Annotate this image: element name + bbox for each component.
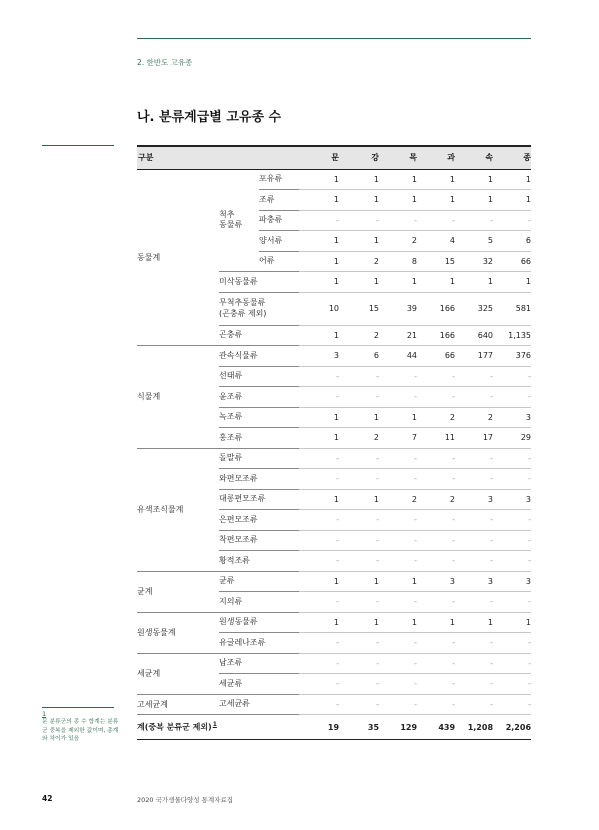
value-cell: - — [339, 387, 379, 408]
value-cell: 1 — [339, 190, 379, 211]
taxon-cell: 녹조류 — [219, 407, 299, 428]
taxon-cell: 어류 — [259, 251, 299, 272]
value-cell: 66 — [417, 346, 455, 367]
value-cell: 10 — [299, 292, 339, 325]
value-cell: 325 — [455, 292, 493, 325]
value-cell: 2 — [379, 231, 417, 252]
value-cell: 166 — [417, 292, 455, 325]
value-cell: - — [379, 387, 417, 408]
value-cell: 8 — [379, 251, 417, 272]
value-cell: - — [339, 694, 379, 715]
taxon-cell: 균류 — [219, 571, 299, 592]
value-cell: - — [417, 674, 455, 695]
taxon-cell: 양서류 — [259, 231, 299, 252]
value-cell: - — [455, 448, 493, 469]
col-header-order: 목 — [379, 146, 417, 169]
kingdom-cell: 원생동물계 — [137, 612, 219, 653]
value-cell: - — [455, 469, 493, 490]
value-cell: - — [493, 448, 531, 469]
table-row — [137, 169, 531, 190]
taxon-cell: 착편모조류 — [219, 530, 299, 551]
value-cell: - — [339, 633, 379, 654]
taxon-cell: 미삭동물류 — [219, 272, 299, 293]
value-cell: - — [339, 448, 379, 469]
kingdom-cell: 세균계 — [137, 653, 219, 694]
footnote-text: 문 분류군의 종 수 합계는 분류군 중복을 제외한 값이며, 총계와 차이가 있음 — [42, 719, 119, 743]
value-cell: 4 — [417, 231, 455, 252]
value-cell: 3 — [455, 489, 493, 510]
value-cell: - — [339, 530, 379, 551]
taxon-cell: 대롱편모조류 — [219, 489, 299, 510]
value-cell: - — [417, 633, 455, 654]
value-cell: - — [455, 366, 493, 387]
value-cell: 1 — [379, 571, 417, 592]
value-cell: 1 — [493, 169, 531, 190]
value-cell: - — [379, 210, 417, 231]
taxon-cell: 세균류 — [219, 674, 299, 695]
value-cell: 1,208 — [455, 715, 493, 740]
value-cell: 1 — [299, 428, 339, 449]
table-row — [137, 612, 531, 633]
value-cell: 66 — [493, 251, 531, 272]
value-cell: 1 — [339, 612, 379, 633]
value-cell: 2,206 — [493, 715, 531, 740]
value-cell: 1 — [379, 190, 417, 211]
taxon-cell: 파충류 — [259, 210, 299, 231]
value-cell: 32 — [455, 251, 493, 272]
value-cell: - — [417, 366, 455, 387]
value-cell: 5 — [455, 231, 493, 252]
page-title: 나. 분류계급별 고유종 수 — [137, 110, 282, 125]
section-label: 2. 한반도 고유종 — [137, 58, 193, 67]
value-cell: 1 — [493, 272, 531, 293]
value-cell: - — [299, 210, 339, 231]
value-cell: - — [379, 551, 417, 572]
value-cell: 3 — [299, 346, 339, 367]
value-cell: 1 — [339, 571, 379, 592]
value-cell: - — [455, 633, 493, 654]
kingdom-cell: 고세균계 — [137, 694, 219, 715]
value-cell: 2 — [455, 407, 493, 428]
value-cell: 11 — [417, 428, 455, 449]
value-cell: - — [379, 469, 417, 490]
table-header — [137, 146, 531, 169]
value-cell: 1 — [379, 169, 417, 190]
value-cell: - — [417, 469, 455, 490]
taxon-cell: 돌말류 — [219, 448, 299, 469]
value-cell: - — [417, 210, 455, 231]
value-cell: 1 — [299, 169, 339, 190]
value-cell: - — [417, 448, 455, 469]
value-cell: 1 — [339, 231, 379, 252]
value-cell: 1 — [299, 231, 339, 252]
value-cell: - — [379, 653, 417, 674]
value-cell: 1 — [493, 190, 531, 211]
value-cell: 15 — [339, 292, 379, 325]
kingdom-cell: 동물계 — [137, 169, 219, 346]
value-cell: 3 — [493, 407, 531, 428]
value-cell: 3 — [493, 489, 531, 510]
value-cell: - — [455, 674, 493, 695]
value-cell: 1,135 — [493, 325, 531, 346]
value-cell: 1 — [339, 272, 379, 293]
value-cell: - — [299, 674, 339, 695]
value-cell: 1 — [339, 169, 379, 190]
value-cell: - — [379, 448, 417, 469]
value-cell: - — [493, 633, 531, 654]
value-cell: 1 — [417, 169, 455, 190]
value-cell: 1 — [379, 407, 417, 428]
value-cell: 1 — [339, 407, 379, 428]
value-cell: 2 — [339, 428, 379, 449]
value-cell: - — [299, 530, 339, 551]
header-rule — [137, 38, 531, 39]
value-cell: - — [417, 530, 455, 551]
value-cell: - — [455, 694, 493, 715]
col-header-family: 과 — [417, 146, 455, 169]
value-cell: - — [339, 674, 379, 695]
value-cell: - — [299, 469, 339, 490]
taxon-cell: 포유류 — [259, 169, 299, 190]
table-row — [137, 653, 531, 674]
col-header-genus: 속 — [455, 146, 493, 169]
col-header-species: 종 — [493, 146, 531, 169]
value-cell: 44 — [379, 346, 417, 367]
value-cell: - — [493, 694, 531, 715]
value-cell: - — [455, 592, 493, 613]
value-cell: 1 — [299, 251, 339, 272]
value-cell: - — [455, 530, 493, 551]
value-cell: - — [299, 366, 339, 387]
value-cell: 1 — [299, 272, 339, 293]
value-cell: - — [417, 592, 455, 613]
value-cell: - — [339, 653, 379, 674]
total-label-text: 계(중복 분류군 제외) — [137, 722, 212, 732]
value-cell: - — [493, 551, 531, 572]
value-cell: - — [299, 551, 339, 572]
value-cell: 21 — [379, 325, 417, 346]
value-cell: - — [455, 510, 493, 531]
value-cell: - — [455, 653, 493, 674]
value-cell: - — [493, 469, 531, 490]
value-cell: 1 — [299, 407, 339, 428]
taxon-cell: 곤충류 — [219, 325, 299, 346]
taxon-cell: 윤조류 — [219, 387, 299, 408]
value-cell: 581 — [493, 292, 531, 325]
value-cell: - — [493, 210, 531, 231]
taxon-cell: 관속식물류 — [219, 346, 299, 367]
taxon-cell: 고세균류 — [219, 694, 299, 715]
kingdom-cell: 균계 — [137, 571, 219, 612]
value-cell: - — [299, 387, 339, 408]
value-cell: 19 — [299, 715, 339, 740]
col-header-class: 강 — [339, 146, 379, 169]
value-cell: 1 — [379, 612, 417, 633]
value-cell: - — [299, 653, 339, 674]
value-cell: 1 — [299, 190, 339, 211]
value-cell: - — [299, 510, 339, 531]
value-cell: 3 — [455, 571, 493, 592]
value-cell: - — [379, 694, 417, 715]
value-cell: 2 — [339, 325, 379, 346]
value-cell: - — [455, 551, 493, 572]
value-cell: 1 — [417, 612, 455, 633]
value-cell: 439 — [417, 715, 455, 740]
value-cell: 129 — [379, 715, 417, 740]
value-cell: - — [493, 366, 531, 387]
value-cell: - — [417, 653, 455, 674]
value-cell: - — [379, 510, 417, 531]
value-cell: - — [493, 674, 531, 695]
table-row — [137, 448, 531, 469]
value-cell: 1 — [379, 272, 417, 293]
value-cell: - — [493, 592, 531, 613]
value-cell: - — [417, 510, 455, 531]
value-cell: 177 — [455, 346, 493, 367]
value-cell: 1 — [493, 612, 531, 633]
value-cell: - — [493, 653, 531, 674]
total-label — [137, 715, 299, 740]
value-cell: - — [455, 387, 493, 408]
value-cell: - — [379, 633, 417, 654]
taxon-cell: 은편모조류 — [219, 510, 299, 531]
value-cell: 1 — [299, 612, 339, 633]
value-cell: 2 — [417, 407, 455, 428]
value-cell: 1 — [339, 489, 379, 510]
value-cell: 166 — [417, 325, 455, 346]
value-cell: - — [339, 551, 379, 572]
value-cell: - — [339, 469, 379, 490]
value-cell: - — [299, 592, 339, 613]
footnote-number: 1 — [42, 710, 47, 718]
value-cell: - — [379, 366, 417, 387]
value-cell: 3 — [417, 571, 455, 592]
taxon-cell: 선태류 — [219, 366, 299, 387]
value-cell: 1 — [455, 190, 493, 211]
value-cell: 2 — [379, 489, 417, 510]
value-cell: 6 — [339, 346, 379, 367]
value-cell: 15 — [417, 251, 455, 272]
value-cell: 1 — [417, 190, 455, 211]
value-cell: - — [493, 387, 531, 408]
value-cell: - — [379, 592, 417, 613]
col-header-phylum: 문 — [299, 146, 339, 169]
value-cell: 1 — [417, 272, 455, 293]
value-cell: - — [493, 510, 531, 531]
value-cell: 2 — [417, 489, 455, 510]
value-cell: - — [417, 387, 455, 408]
taxon-cell: 남조류 — [219, 653, 299, 674]
value-cell: 2 — [339, 251, 379, 272]
taxon-cell: 와편모조류 — [219, 469, 299, 490]
value-cell: 29 — [493, 428, 531, 449]
value-cell: 1 — [455, 272, 493, 293]
taxon-cell: 지의류 — [219, 592, 299, 613]
taxon-cell: 원생동물류 — [219, 612, 299, 633]
value-cell: 3 — [493, 571, 531, 592]
value-cell: - — [379, 530, 417, 551]
subgroup-cell: 척추 동물류 — [219, 169, 259, 272]
value-cell: 35 — [339, 715, 379, 740]
value-cell: 1 — [299, 571, 339, 592]
value-cell: - — [299, 633, 339, 654]
taxon-cell: 홍조류 — [219, 428, 299, 449]
taxon-cell: 조류 — [259, 190, 299, 211]
value-cell: - — [339, 510, 379, 531]
value-cell: - — [379, 674, 417, 695]
value-cell: - — [417, 551, 455, 572]
value-cell: - — [455, 210, 493, 231]
value-cell: - — [339, 366, 379, 387]
value-cell: 7 — [379, 428, 417, 449]
page-number: 42 — [42, 794, 53, 803]
value-cell: 1 — [455, 169, 493, 190]
value-cell: 640 — [455, 325, 493, 346]
margin-rule — [42, 145, 114, 146]
value-cell: - — [493, 530, 531, 551]
footnote-marker: 1 — [212, 721, 217, 729]
value-cell: 1 — [299, 325, 339, 346]
value-cell: - — [299, 448, 339, 469]
taxon-cell: 무척추동물류 (곤충류 제외) — [219, 292, 299, 325]
value-cell: - — [339, 592, 379, 613]
taxon-cell: 황적조류 — [219, 551, 299, 572]
value-cell: 1 — [299, 489, 339, 510]
taxon-cell: 유글레나조류 — [219, 633, 299, 654]
kingdom-cell: 식물계 — [137, 346, 219, 449]
kingdom-cell: 유색조식물계 — [137, 448, 219, 571]
book-title: 2020 국가생물다양성 통계자료집 — [137, 796, 234, 804]
total-row — [137, 715, 531, 740]
table-row — [137, 346, 531, 367]
value-cell: - — [339, 210, 379, 231]
table-row — [137, 571, 531, 592]
value-cell: - — [417, 694, 455, 715]
value-cell: 6 — [493, 231, 531, 252]
value-cell: 17 — [455, 428, 493, 449]
value-cell: 376 — [493, 346, 531, 367]
endemic-species-table — [137, 145, 531, 740]
footnote-rule — [42, 707, 114, 708]
value-cell: - — [299, 694, 339, 715]
col-header-group: 구분 — [137, 146, 299, 169]
table-row — [137, 694, 531, 715]
value-cell: 39 — [379, 292, 417, 325]
value-cell: 1 — [455, 612, 493, 633]
